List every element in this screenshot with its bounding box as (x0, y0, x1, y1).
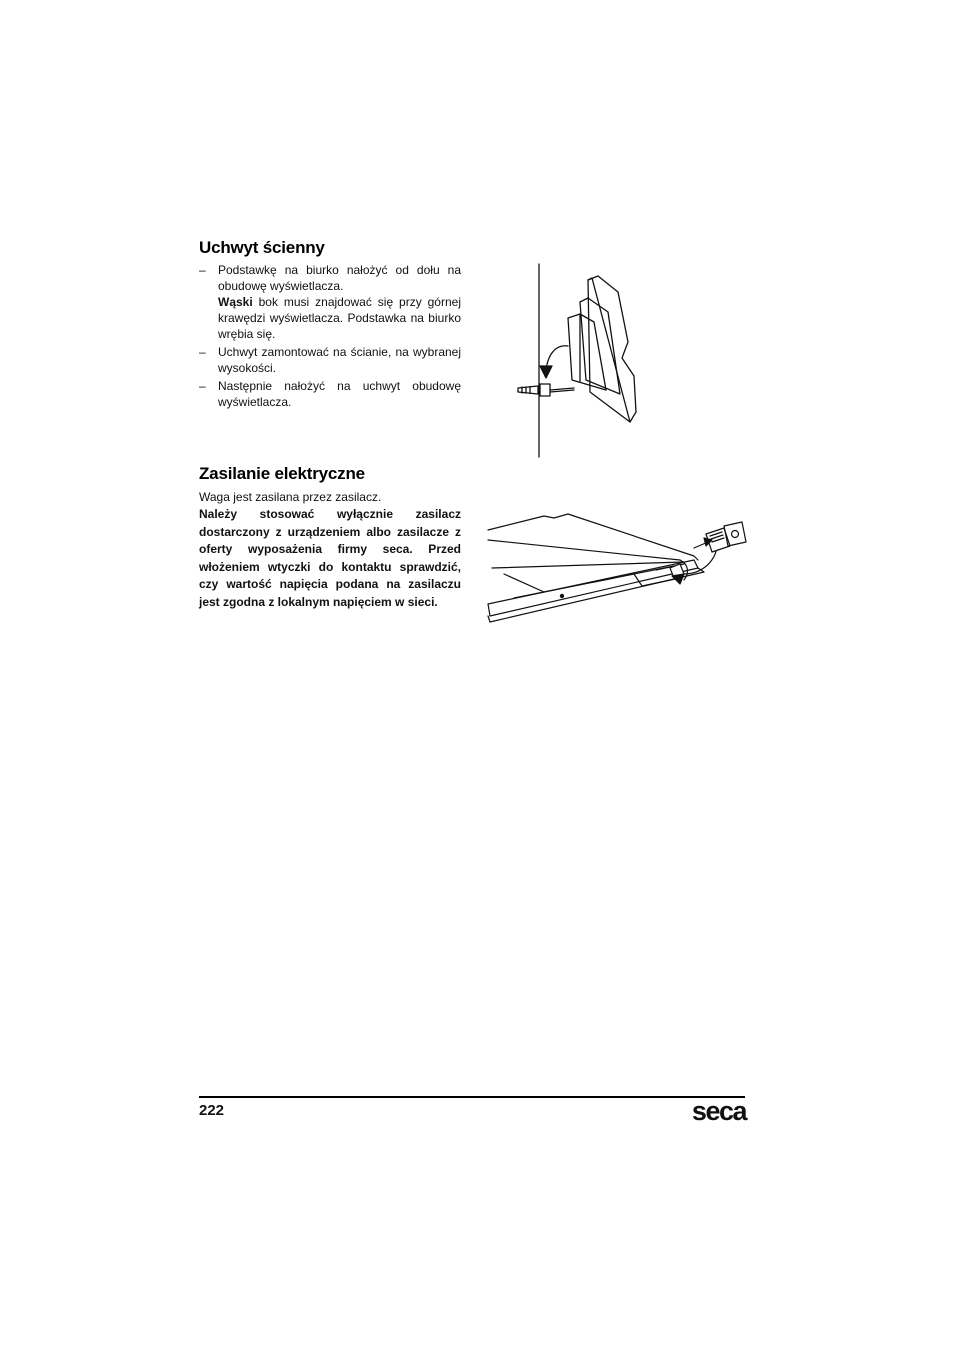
wall-mount-instructions (199, 262, 461, 410)
list-item-text: Uchwyt zamontować na ścianie, na wybranej wysokości. (218, 345, 461, 375)
list-item-text: Następnie nałożyć na uchwyt obudowę wyświetlacza. (218, 379, 461, 409)
list-item-bold: Wąski (218, 295, 253, 309)
list-item-text: bok musi znajdować się przy górnej krawędzi wyświetlacza. Podstawka na biurko wrębia się. (218, 295, 461, 341)
power-supply-illustration-icon (484, 512, 749, 627)
power-supply-warning: Należy stosować wyłącznie zasilacz dostarczony z urządzeniem albo zasilacze z oferty wyposażenia firmy seca. Przed włożeniem wtyczki do kontaktu sprawdzić, czy wartość napięcia podana na zasilaczu jest zgodna z lokalnym napięciem w sieci. (199, 507, 461, 609)
wall-mount-illustration-icon (510, 262, 660, 462)
seca-logo: seca (691, 1096, 746, 1126)
section-title-power-supply: Zasilanie elektryczne (199, 464, 365, 483)
list-dash: – (199, 379, 206, 393)
footer-divider (199, 1096, 745, 1098)
power-supply-intro: Waga jest zasilana przez zasilacz. (199, 490, 382, 504)
list-item (199, 378, 461, 410)
page-number: 222 (199, 1102, 225, 1119)
list-item-text: Podstawkę na biurko nałożyć od dołu na obudowę wyświetlacza. (218, 263, 461, 293)
section-title-wall-mount: Uchwyt ścienny (199, 238, 325, 257)
list-item (199, 344, 461, 376)
list-item (199, 262, 461, 294)
list-item (199, 294, 461, 342)
list-dash: – (199, 345, 206, 359)
list-dash: – (199, 263, 206, 277)
